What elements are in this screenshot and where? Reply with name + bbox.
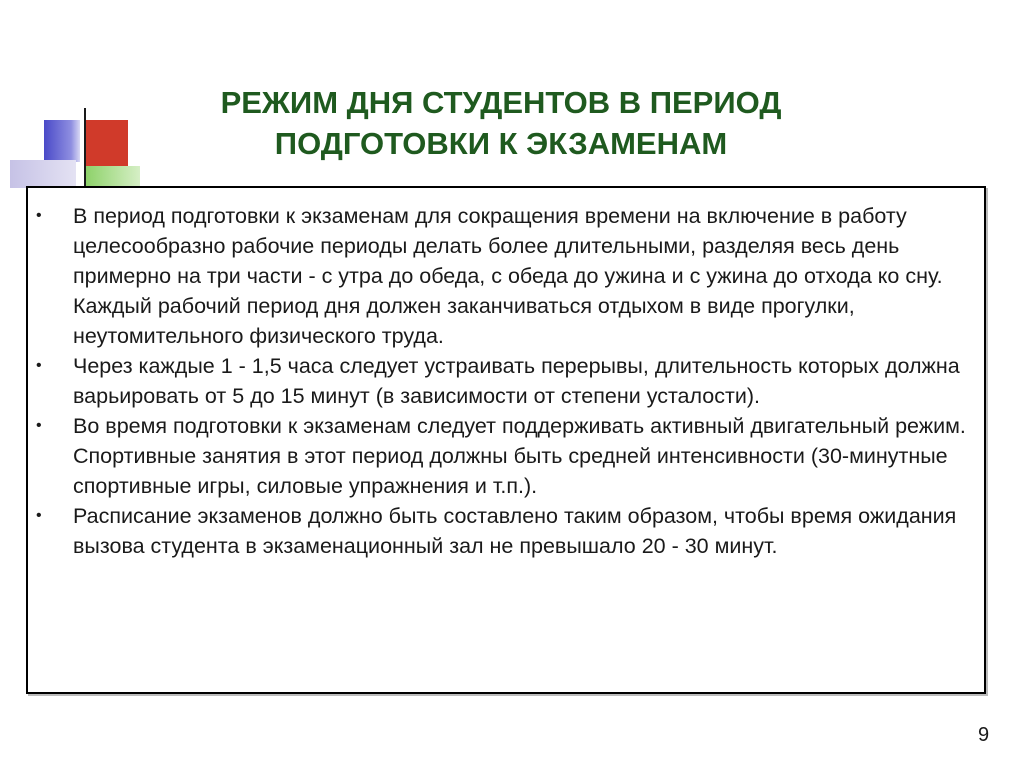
bullet-marker: • xyxy=(36,357,42,374)
bullet-marker: • xyxy=(36,207,42,224)
bullet-text: Во время подготовки к экзаменам следует поддерживать активный двигательный режим. Спортивные занятия в этот период должны быть средней интенсивности (30-минутные спортивные игры, силовые упражнения и т.п.). xyxy=(73,414,966,498)
bullet-item xyxy=(36,351,968,411)
bullet-marker: • xyxy=(36,417,42,434)
bullet-marker: • xyxy=(36,507,42,524)
deco-green-square xyxy=(86,166,140,188)
deco-red-square xyxy=(86,120,128,166)
bullet-item xyxy=(36,411,968,501)
page-number: 9 xyxy=(978,724,990,746)
slide-title-line: РЕЖИМ ДНЯ СТУДЕНТОВ В ПЕРИОД xyxy=(220,85,782,120)
slide-title-line: ПОДГОТОВКИ К ЭКЗАМЕНАМ xyxy=(274,126,728,161)
deco-lavender-square xyxy=(10,160,76,188)
decorative-corner-squares xyxy=(0,0,150,200)
bullet-item xyxy=(36,201,968,351)
bullet-text: В период подготовки к экзаменам для сокращения времени на включение в работу целесообразно рабочие периоды делать более длительными, разделяя весь день примерно на три части - с утра до обеда, с обеда до ужина и с ужина до отхода ко сну. Каждый рабочий период дня должен заканчиваться отдыхом в виде прогулки, неутомительного физического труда. xyxy=(73,204,943,348)
slide-title xyxy=(150,82,852,164)
bullet-list xyxy=(28,188,984,561)
bullet-text: Расписание экзаменов должно быть составлено таким образом, чтобы время ожидания вызова студента в экзаменационный зал не превышало 20 - 30 минут. xyxy=(73,504,957,558)
bullet-text: Через каждые 1 - 1,5 часа следует устраивать перерывы, длительность которых должна варьировать от 5 до 15 минут (в зависимости от степени усталости). xyxy=(73,354,960,408)
content-box xyxy=(26,186,986,694)
bullet-item xyxy=(36,501,968,561)
deco-blue-square xyxy=(44,120,80,162)
